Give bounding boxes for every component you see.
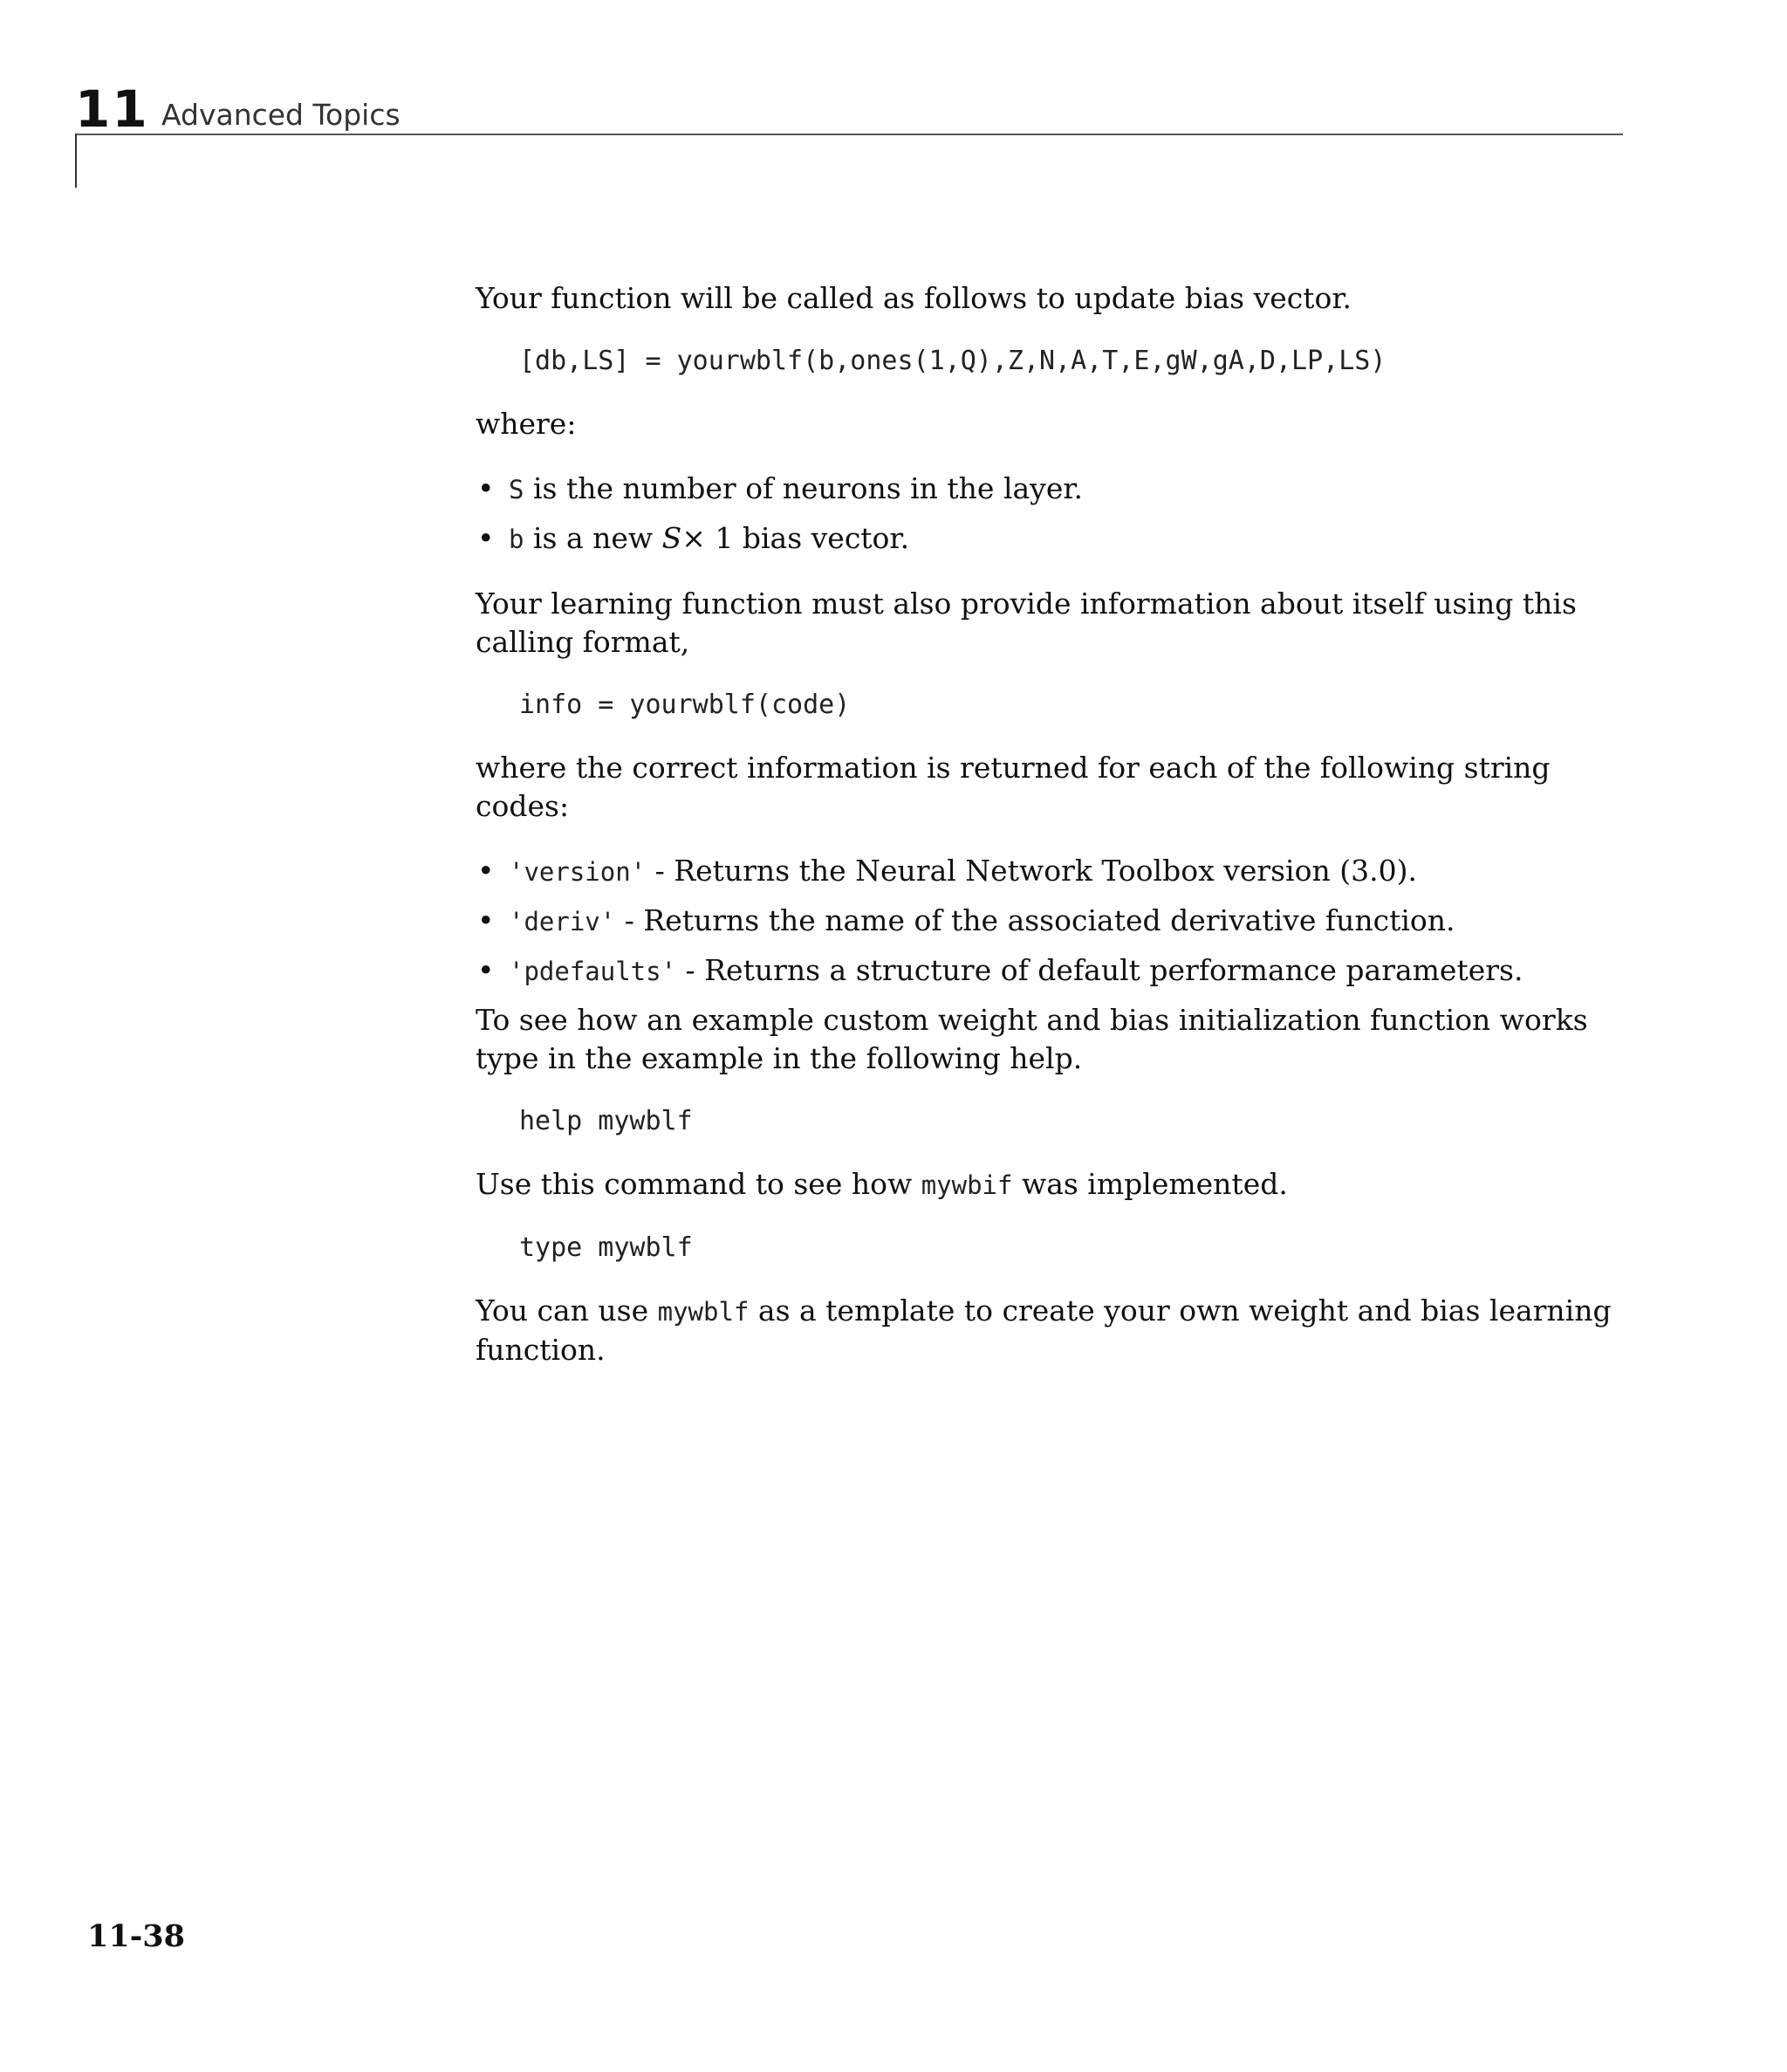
string-codes-paragraph: where the correct information is returned for each of the following string codes: xyxy=(476,751,1551,823)
code-block-help: help mywblf xyxy=(519,1106,693,1136)
inline-code-version: 'version' xyxy=(509,857,647,887)
bullet-icon: • xyxy=(477,953,495,987)
list-item-text: - Returns the name of the associated derivative function. xyxy=(615,903,1455,937)
command-paragraph xyxy=(476,1165,1627,1204)
inline-code-mywblf: mywblf xyxy=(657,1297,750,1327)
math-variable: S xyxy=(661,521,682,555)
code-block-type: type mywblf xyxy=(519,1232,693,1263)
paragraph-text: You can use xyxy=(476,1293,658,1328)
example-paragraph: To see how an example custom weight and bias initialization function works type in the example in the following help. xyxy=(476,1003,1588,1075)
parameter-list xyxy=(476,470,1627,559)
inline-code-b: b xyxy=(509,525,524,554)
inline-code-s: S xyxy=(509,475,524,504)
list-item-pdefaults xyxy=(476,951,1627,991)
header-rule xyxy=(75,134,1623,135)
paragraph-text: Use this command to see how xyxy=(476,1167,921,1201)
page-header xyxy=(0,0,1787,192)
list-item-text: is the number of neurons in the layer. xyxy=(524,471,1083,505)
header-vertical-rule xyxy=(75,134,77,188)
paragraph-text: as a template to create your own weight and bias learning function. xyxy=(476,1293,1612,1367)
main-content xyxy=(476,279,1627,1396)
inline-code-mywbif: mywbif xyxy=(921,1170,1013,1200)
bullet-icon: • xyxy=(477,854,495,888)
math-operator: × 1 xyxy=(681,521,734,555)
paragraph-text: was implemented. xyxy=(1012,1167,1288,1201)
chapter-number: 11 xyxy=(75,79,149,139)
list-item-deriv xyxy=(476,902,1627,941)
list-item-version xyxy=(476,852,1627,891)
inline-code-deriv: 'deriv' xyxy=(509,907,616,937)
list-item-text: - Returns the Neural Network Toolbox version (3.0). xyxy=(646,854,1417,888)
intro-paragraph: Your function will be called as follows to update bias vector. xyxy=(476,281,1352,315)
list-item-s xyxy=(476,470,1627,509)
list-item-text: is a new xyxy=(524,521,662,555)
list-item-b xyxy=(476,519,1627,559)
code-block-bias-call: [db,LS] = yourwblf(b,ones(1,Q),Z,N,A,T,E,gW,gA,D,LP,LS) xyxy=(519,346,1386,376)
bullet-icon: • xyxy=(477,471,495,505)
bullet-icon: • xyxy=(477,521,495,555)
list-item-text: bias vector. xyxy=(733,521,910,555)
where-label: where: xyxy=(476,407,577,441)
inline-code-pdefaults: 'pdefaults' xyxy=(509,957,677,986)
info-paragraph: Your learning function must also provide information about itself using this calling format, xyxy=(476,587,1577,659)
code-block-info-call: info = yourwblf(code) xyxy=(519,690,851,720)
bullet-icon: • xyxy=(477,903,495,937)
string-code-list xyxy=(476,852,1627,991)
page-number: 11-38 xyxy=(87,1918,185,1954)
template-paragraph xyxy=(476,1292,1627,1369)
chapter-title: Advanced Topics xyxy=(161,98,401,132)
list-item-text: - Returns a structure of default performance parameters. xyxy=(676,953,1523,987)
math-expression xyxy=(662,521,734,555)
